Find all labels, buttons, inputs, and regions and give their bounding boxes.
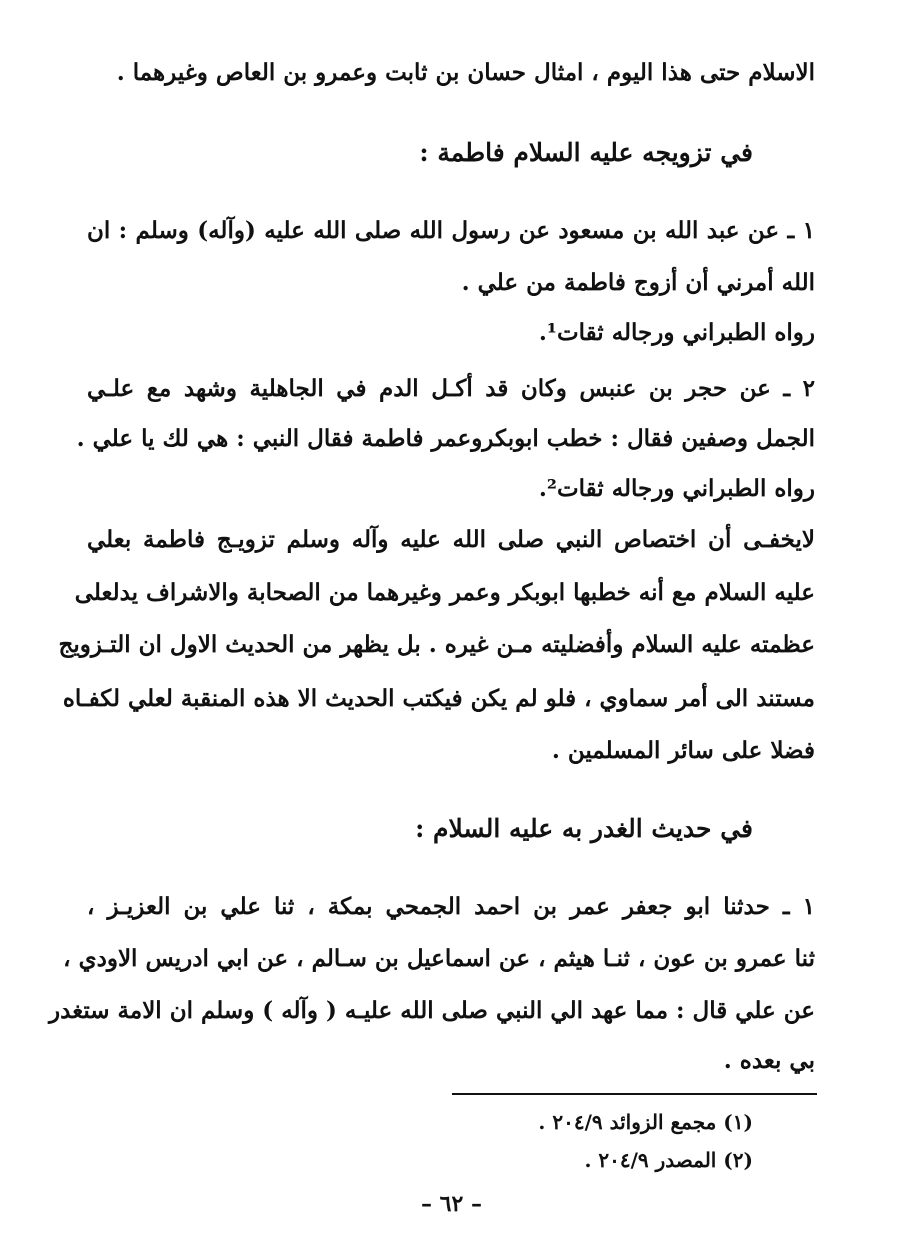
text-line: الاسلام حتى هذا اليوم ، امثال حسان بن ثابت وعمرو بن العاص وغيرهما .: [116, 59, 815, 86]
text-line: عليه السلام مع أنه خطبها ابوبكر وعمر وغيرهما من الصحابة والاشراف يدلعلى: [74, 579, 815, 606]
footnote: (١) مجمع الزوائد ٢٠٤/٩ .: [538, 1110, 753, 1134]
text-line: الجمل وصفين فقال : خطب ابوبكروعمر فاطمة فقال النبي : هي لك يا علي .: [76, 425, 815, 452]
text-line: فضلا على سائر المسلمين .: [551, 737, 815, 764]
text-line: الله أمرني أن أزوج فاطمة من علي .: [461, 269, 815, 296]
footnote-divider: [452, 1093, 817, 1095]
text-line: مستند الى أمر سماوي ، فلو لم يكن فيكتب الحديث الا هذه المنقبة لعلي لكفـاه: [62, 685, 815, 712]
text-line: رواه الطبراني ورجاله ثقات¹.: [538, 319, 815, 346]
section-heading: في حديث الغدر به عليه السلام :: [415, 814, 753, 843]
text-line: لايخفـى أن اختصاص النبي صلى الله عليه وآله وسلم تزويـج فاطمة بعلي: [87, 526, 815, 553]
footnote: (٢) المصدر ٢٠٤/٩ .: [584, 1148, 753, 1172]
text-line: بي بعده .: [723, 1047, 815, 1074]
text-line: رواه الطبراني ورجاله ثقات².: [538, 475, 815, 502]
section-heading: في تزويجه عليه السلام فاطمة :: [419, 138, 753, 167]
text-line: ثنا عمرو بن عون ، ثنـا هيثم ، عن اسماعيل بن سـالم ، عن ابي ادريس الاودي ،: [63, 945, 815, 972]
text-line: ١ ـ عن عبد الله بن مسعود عن رسول الله صلى الله عليه (وآله) وسلم : ان: [87, 217, 815, 244]
page-number: – ٦٢ –: [421, 1191, 482, 1217]
text-line: ١ ـ حدثنا ابو جعفر عمر بن احمد الجمحي بمكة ، ثنا علي بن العزيـز ،: [87, 893, 815, 920]
text-line: عظمته عليه السلام وأفضليته مـن غيره . بل يظهر من الحديث الاول ان التـزويج: [58, 631, 815, 658]
text-line: ٢ ـ عن حجر بن عنبس وكان قد أكـل الدم في الجاهلية وشهد مع علـي: [87, 375, 815, 402]
text-line: عن علي قال : مما عهد الي النبي صلى الله عليـه ( وآله ) وسلم ان الامة ستغدر: [49, 997, 815, 1024]
